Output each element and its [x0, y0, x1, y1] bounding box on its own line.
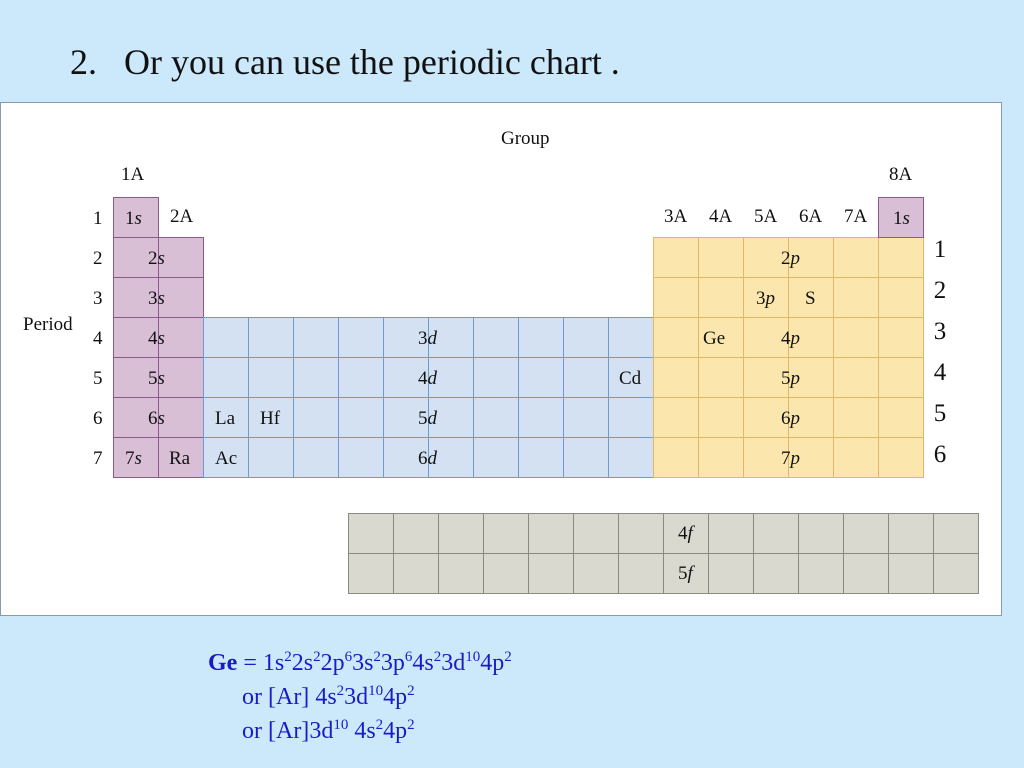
d-block-cell: [563, 437, 609, 478]
config-line-noble-2: [208, 714, 512, 748]
electron-count: 2: [407, 683, 415, 699]
group-label-3a: 3A: [664, 206, 688, 227]
orbital-term: 3s: [352, 650, 374, 676]
f-block-cell: [843, 513, 889, 554]
f-block-cell: [528, 513, 574, 554]
orbital-label-5p: 5p: [781, 368, 800, 389]
orbital-label-he-1s: 1s: [893, 208, 910, 229]
period-number-4: 4: [93, 328, 103, 349]
p-block-cell: [698, 437, 744, 478]
f-block-cell: [438, 553, 484, 594]
electron-count: 2: [375, 717, 384, 733]
orbital-label-6d: 6d: [418, 448, 437, 469]
orbital-label-6s: 6s: [148, 408, 165, 429]
d-block-cell: [473, 397, 519, 438]
d-block-cell: [473, 437, 519, 478]
p-block-cell: [698, 277, 744, 318]
d-block-cell: [518, 317, 564, 358]
f-block-cell: [708, 513, 754, 554]
electron-count: 10: [465, 649, 481, 665]
slide-heading: 2. Or you can use the periodic chart .: [70, 42, 620, 82]
group-label-2a: 2A: [170, 206, 194, 227]
group-label-5a: 5A: [754, 206, 778, 227]
p-block-cell: [833, 277, 879, 318]
right-number-4: 4: [933, 359, 947, 386]
f-block-cell: [753, 513, 799, 554]
orbital-label-2s: 2s: [148, 248, 165, 269]
p-block-cell: [653, 397, 699, 438]
orbital-term: 3d: [344, 684, 369, 710]
d-block-cell: [248, 437, 294, 478]
f-block-cell: [798, 513, 844, 554]
p-block-cell: [878, 317, 924, 358]
orbital-label-5s: 5s: [148, 368, 165, 389]
orbital-label-5f: 5f: [678, 563, 693, 584]
orbital-label-4s: 4s: [148, 328, 165, 349]
config-line-noble-1: [208, 680, 512, 714]
right-number-6: 6: [933, 441, 947, 468]
electron-count: 2: [407, 717, 415, 733]
orbital-term: 4s: [412, 650, 434, 676]
group-label-1a: 1A: [121, 164, 145, 185]
f-block-cell: [483, 553, 529, 594]
element-ra: Ra: [169, 448, 191, 469]
orbital-label-6p: 6p: [781, 408, 800, 429]
period-number-7: 7: [93, 448, 103, 469]
d-block-cell: [608, 397, 654, 438]
d-block-cell: [518, 437, 564, 478]
element-hf: Hf: [260, 408, 281, 429]
orbital-label-1s: 1s: [125, 208, 142, 229]
p-block-cell: [833, 357, 879, 398]
electron-count: 10: [333, 717, 349, 733]
p-block-cell: [833, 317, 879, 358]
p-block-cell: [653, 357, 699, 398]
d-block-cell: [338, 357, 384, 398]
periodic-table-figure: [0, 102, 1002, 616]
group-title: Group: [501, 128, 550, 149]
electron-count: 2: [433, 649, 442, 665]
orbital-label-4p: 4p: [781, 328, 800, 349]
d-block-cell: [293, 317, 339, 358]
orbital-term: 4p: [480, 650, 505, 676]
f-block-cell: [528, 553, 574, 594]
orbital-label-4d: 4d: [418, 368, 437, 389]
f-block-cell: [393, 553, 439, 594]
period-title: Period: [23, 314, 73, 335]
p-block-cell: [698, 357, 744, 398]
element-ac: Ac: [215, 448, 238, 469]
electron-configuration: [208, 646, 512, 748]
p-block-cell: [878, 397, 924, 438]
d-block-cell: [248, 357, 294, 398]
p-block-cell: [653, 437, 699, 478]
element-ge: Ge: [703, 328, 726, 349]
element-s: S: [805, 288, 816, 309]
f-block-cell: [888, 513, 934, 554]
right-number-1: 1: [933, 236, 947, 263]
electron-count: 2: [313, 649, 321, 665]
orbital-label-3d: 3d: [418, 328, 437, 349]
electron-count: 2: [284, 649, 292, 665]
orbital-term: 3d: [309, 718, 334, 744]
electron-count: 6: [344, 649, 353, 665]
config-terms: [315, 684, 414, 710]
orbital-term: 4s: [315, 684, 337, 710]
d-block-cell: [203, 317, 249, 358]
p-block-cell: [833, 237, 879, 278]
orbital-term: 4p: [383, 718, 408, 744]
periodic-grid: [1, 103, 1001, 615]
f-block-cell: [573, 553, 619, 594]
electron-count: 2: [336, 683, 345, 699]
right-number-3: 3: [933, 318, 947, 345]
element-cd: Cd: [619, 368, 642, 389]
orbital-label-3p: 3p: [756, 288, 775, 309]
f-block-cell: [618, 553, 664, 594]
f-block-cell: [843, 553, 889, 594]
p-block-cell: [878, 357, 924, 398]
f-block-cell: [708, 553, 754, 594]
d-block-cell: [293, 397, 339, 438]
orbital-label-7p: 7p: [781, 448, 800, 469]
p-block-cell: [698, 397, 744, 438]
orbital-term: 4p: [383, 684, 408, 710]
orbital-term: 1s: [262, 650, 285, 676]
f-block-cell: [573, 513, 619, 554]
d-block-cell: [563, 317, 609, 358]
electron-count: 2: [504, 649, 512, 665]
orbital-label-4f: 4f: [678, 523, 693, 544]
orbital-label-5d: 5d: [418, 408, 437, 429]
orbital-term: 3p: [380, 650, 405, 676]
f-block-cell: [393, 513, 439, 554]
d-block-cell: [563, 357, 609, 398]
orbital-label-3s: 3s: [148, 288, 165, 309]
period-number-3: 3: [93, 288, 103, 309]
d-block-cell: [518, 397, 564, 438]
group-label-4a: 4A: [709, 206, 733, 227]
config-terms: [263, 650, 512, 676]
p-block-cell: [698, 237, 744, 278]
p-block-cell: [653, 237, 699, 278]
electron-count: 10: [368, 683, 384, 699]
f-block-cell: [348, 553, 394, 594]
f-block-cell: [933, 513, 979, 554]
config-equals: =: [237, 650, 263, 676]
d-block-cell: [338, 317, 384, 358]
d-block-cell: [473, 357, 519, 398]
d-block-cell: [608, 317, 654, 358]
d-block-cell: [203, 357, 249, 398]
group-label-8a: 8A: [889, 164, 913, 185]
f-block-cell: [753, 553, 799, 594]
config-prefix: or [Ar]: [242, 684, 316, 710]
orbital-label-7s: 7s: [125, 448, 142, 469]
p-block-cell: [878, 437, 924, 478]
d-block-cell: [518, 357, 564, 398]
f-block-cell: [348, 513, 394, 554]
d-block-cell: [473, 317, 519, 358]
period-number-1: 1: [93, 208, 103, 229]
orbital-label-2p: 2p: [781, 248, 800, 269]
right-number-2: 2: [933, 277, 947, 304]
electron-count: 6: [404, 649, 413, 665]
f-block-cell: [933, 553, 979, 594]
p-block-cell: [878, 237, 924, 278]
period-number-6: 6: [93, 408, 103, 429]
config-symbol: Ge: [208, 650, 238, 676]
group-label-6a: 6A: [799, 206, 823, 227]
orbital-term: 2s: [291, 650, 314, 676]
p-block-cell: [833, 397, 879, 438]
element-la: La: [215, 408, 236, 429]
f-block-cell: [888, 553, 934, 594]
f-block-cell: [483, 513, 529, 554]
f-block-cell: [618, 513, 664, 554]
d-block-cell: [563, 397, 609, 438]
period-number-5: 5: [93, 368, 103, 389]
p-block-cell: [833, 437, 879, 478]
config-line-full: [208, 646, 512, 680]
period-number-2: 2: [93, 248, 103, 269]
f-block-cell: [798, 553, 844, 594]
config-prefix: or [Ar]: [242, 718, 310, 744]
d-block-cell: [608, 437, 654, 478]
d-block-cell: [293, 437, 339, 478]
electron-count: 2: [373, 649, 381, 665]
p-block-cell: [653, 317, 699, 358]
right-number-5: 5: [933, 400, 947, 427]
d-block-cell: [338, 397, 384, 438]
p-block-cell: [878, 277, 924, 318]
p-block-cell: [653, 277, 699, 318]
group-label-7a: 7A: [844, 206, 868, 227]
config-terms: [309, 718, 414, 744]
d-block-cell: [293, 357, 339, 398]
d-block-cell: [248, 317, 294, 358]
orbital-term: 3d: [441, 650, 466, 676]
orbital-term: 2p: [320, 650, 345, 676]
orbital-term: 4s: [348, 718, 376, 744]
d-block-cell: [338, 437, 384, 478]
f-block-cell: [438, 513, 484, 554]
